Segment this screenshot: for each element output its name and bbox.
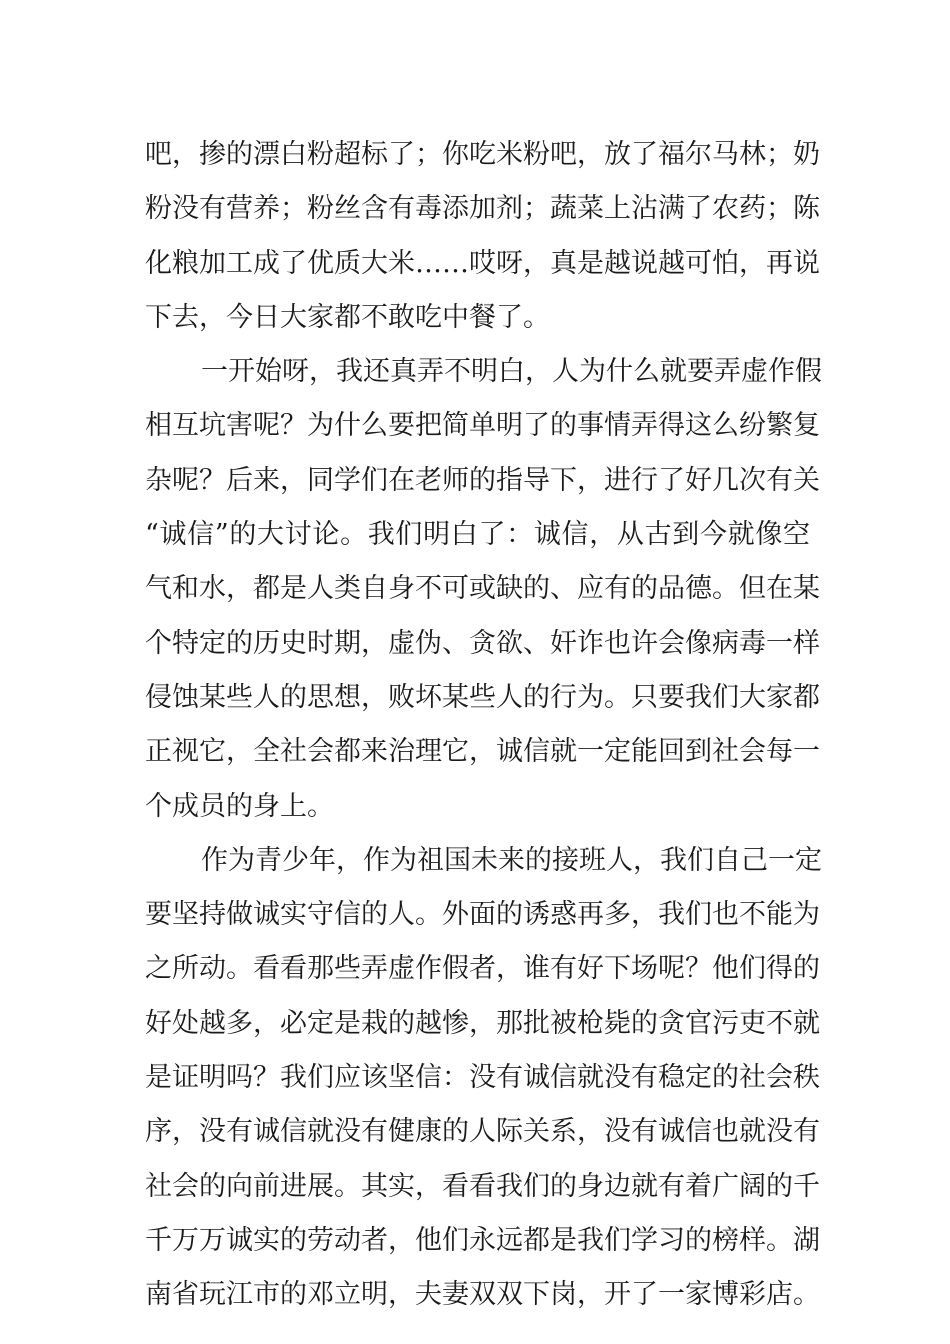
- text-line: 粉没有营养；粉丝含有毒添加剂；蔬菜上沾满了农药；陈: [145, 193, 820, 225]
- text-line: 正视它，全社会都来治理它，诚信就一定能回到社会每一: [145, 736, 820, 768]
- text-line: 吧，掺的漂白粉超标了；你吃米粉吧，放了福尔马林；奶: [145, 139, 820, 170]
- text-line: 相互坑害呢？为什么要把简单明了的事情弄得这么纷繁复: [145, 410, 820, 442]
- text-line: 要坚持做诚实守信的人。外面的诱惑再多，我们也不能为: [145, 899, 820, 931]
- text-line: 杂呢？后来，同学们在老师的指导下，进行了好几次有关: [145, 464, 820, 496]
- text-line: 好处越多，必定是栽的越惨，那批被枪毙的贪官污吏不就: [145, 1007, 820, 1039]
- text-line: “诚信”的大讨论。我们明白了：诚信，从古到今就像空: [145, 519, 810, 551]
- text-line: 侵蚀某些人的思想，败坏某些人的行为。只要我们大家都: [145, 681, 820, 713]
- text-line: 个成员的身上。: [145, 790, 334, 822]
- document-page: [145, 128, 822, 1323]
- text-line: 之所动。看看那些弄虚作假者，谁有好下场呢？他们得的: [145, 953, 820, 985]
- paragraph-2: [145, 345, 822, 834]
- text-line: 化粮加工成了优质大米……哎呀，真是越说越可怕，再说: [145, 247, 820, 279]
- text-line: 下去，今日大家都不敢吃中餐了。: [145, 301, 550, 333]
- text-line: 南省玩江市的邓立明，夫妻双双下岗，开了一家博彩店。: [145, 1279, 820, 1311]
- text-line: 社会的向前进展。其实，看看我们的身边就有着广阔的千: [145, 1170, 820, 1202]
- text-line: 作为青少年，作为祖国未来的接班人，我们自己一定: [201, 844, 822, 876]
- text-line: 千万万诚实的劳动者，他们永远都是我们学习的榜样。湖: [145, 1224, 820, 1256]
- text-line: 气和水，都是人类自身不可或缺的、应有的品德。但在某: [145, 573, 820, 605]
- text-line: 是证明吗？我们应该坚信：没有诚信就没有稳定的社会秩: [145, 1062, 820, 1094]
- text-line: 一开始呀，我还真弄不明白，人为什么就要弄虚作假: [201, 356, 822, 388]
- paragraph-1: [145, 128, 820, 345]
- text-line: 个特定的历史时期，虚伪、贪欲、奸诈也许会像病毒一样: [145, 627, 820, 659]
- text-line: 序，没有诚信就没有健康的人际关系，没有诚信也就没有: [145, 1116, 820, 1148]
- paragraph-3: [145, 834, 822, 1323]
